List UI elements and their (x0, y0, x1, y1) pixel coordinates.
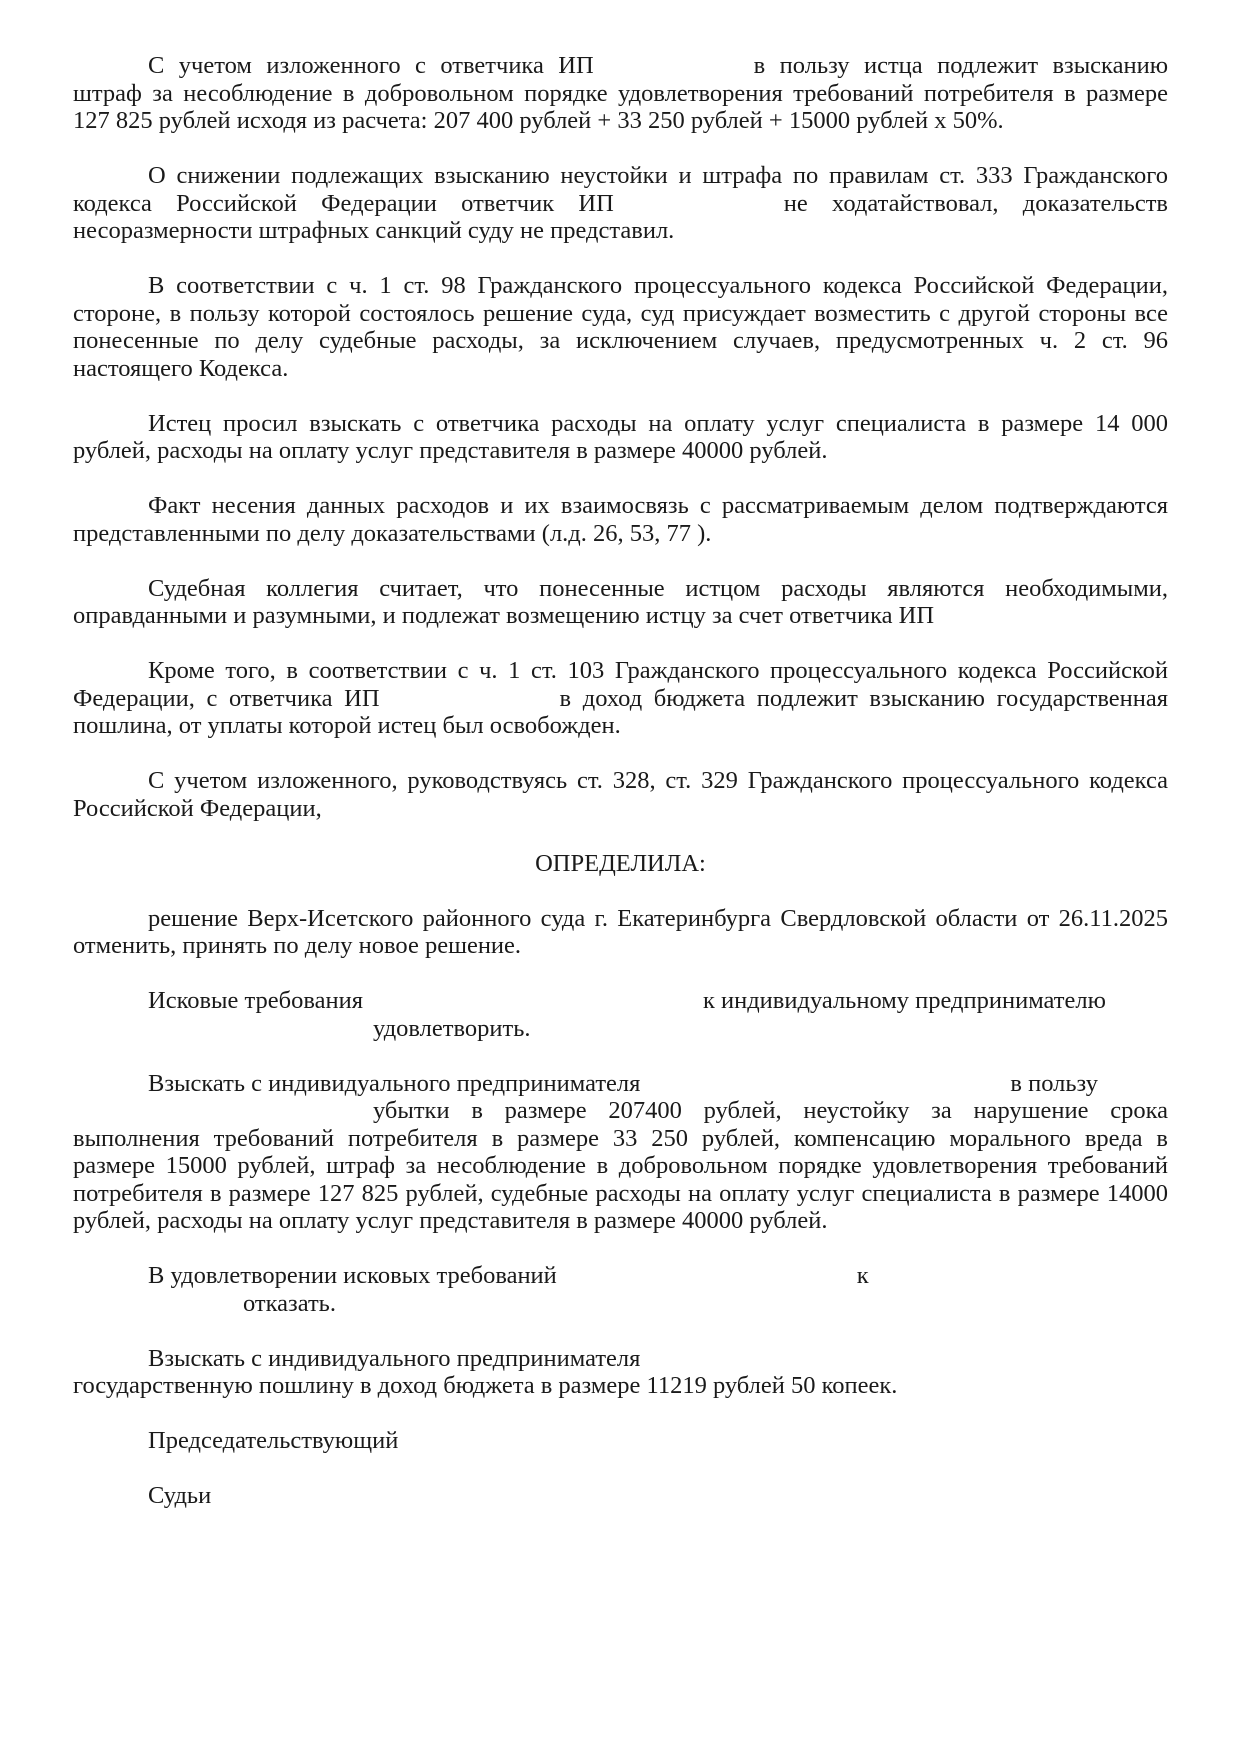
paragraph-recover-duty (73, 1345, 1168, 1400)
paragraph-penalty-reduction (73, 162, 1168, 245)
paragraph-expenses-proof: Факт несения данных расходов и их взаимосвязь с рассматриваемым делом подтверждаются представленными по делу доказательствами (л.д. 26, 53, 77 ). (73, 492, 1168, 547)
document-body (73, 52, 1168, 1537)
p1-part-a: С учетом изложенного с ответчика ИП (148, 52, 594, 79)
p11-part-a: Взыскать с индивидуального предпринимателя (148, 1069, 641, 1097)
paragraph-fine (73, 52, 1168, 135)
p10-part-b: к индивидуальному предпринимателю (702, 987, 1106, 1014)
paragraph-article-98: В соответствии с ч. 1 ст. 98 Гражданского процессуального кодекса Российской Федерации, стороне, в пользу которой состоялось решение суда, суд присуждает возместить с другой стороны все понесенные по делу судебные расходы, за исключением случаев, предусмотренных ч. 2 ст. 96 настоящего Кодекса. (73, 272, 1168, 382)
p12-part-c: отказать. (243, 1289, 336, 1317)
judges-label: Судьи (148, 1482, 212, 1509)
p11-part-c: убытки в размере 207400 рублей, неустойку за нарушение срока выполнения требований потребителя в размере 33 250 рублей, компенсацию морального вреда в размере 15000 рублей, штраф за несоблюдение в добровольном порядке удовлетворения требований потребителя в размере 127 825 рублей, судебные расходы на оплату услуг специалиста в размере 14000 рублей, расходы на оплату услуг представителя в размере 40000 рублей. (73, 1097, 1168, 1234)
p13-part-b: государственную пошлину в доход бюджета в размере 11219 рублей 50 копеек. (73, 1372, 898, 1399)
p2-part-b: не ходатайствовал, доказательств несоразмерности штрафных санкций суду не представил. (73, 189, 1168, 244)
p11-part-b: в пользу (1010, 1069, 1098, 1097)
ruling-heading: ОПРЕДЕЛИЛА: (535, 849, 706, 877)
paragraph-expenses-reasonable: Судебная коллегия считает, что понесенные истцом расходы являются необходимыми, оправданными и разумными, и подлежат возмещению истцу за счет ответчика ИП (73, 574, 1168, 629)
presiding-judge-label: Председательствующий (148, 1427, 399, 1454)
paragraph-state-duty (73, 657, 1168, 740)
p10-part-a: Исковые требования (148, 987, 363, 1014)
p1-part-b: в пользу истца (753, 52, 923, 79)
paragraph-guided-by: С учетом изложенного, руководствуясь ст. 328, ст. 329 Гражданского процессуального кодекса Российской Федерации, (73, 767, 1168, 822)
paragraph-decision-overturned: решение Верх-Исетского районного суда г. Екатеринбурга Свердловской области от 26.11.2025 отменить, принять по делу новое решение. (73, 904, 1168, 959)
p7-part-a: Кроме того, в соответствии с ч. 1 ст. 103 Гражданского процессуального кодекса Российской Федерации, с ответчика ИП (73, 657, 1168, 712)
p13-part-a: Взыскать с индивидуального предпринимателя (148, 1344, 641, 1372)
paragraph-claims-denied (73, 1262, 1168, 1317)
p7-part-b: в доход бюджета подлежит взысканию государственная пошлина, от уплаты которой истец был освобожден. (73, 684, 1168, 739)
paragraph-claims-satisfied (73, 987, 1168, 1042)
paragraph-expenses-claim: Истец просил взыскать с ответчика расходы на оплату услуг специалиста в размере 14 000 рублей, расходы на оплату услуг представителя в размере 40000 рублей. (73, 409, 1168, 464)
paragraph-recover-amounts (73, 1070, 1168, 1235)
p2-part-a: О снижении подлежащих взысканию неустойки и штрафа по правилам ст. 333 Гражданского кодекса Российской Федерации ответчик ИП (73, 162, 1168, 217)
p1-part-c: подлежит взысканию штраф за несоблюдение в добровольном порядке удовлетворения требований потребителя в размере 127 825 рублей исходя из расчета: 207 400 рублей + 33 250 рублей + 15000 рублей х 50%. (73, 52, 1168, 134)
p12-part-a: В удовлетворении исковых требований (148, 1262, 557, 1289)
p12-part-b: к (856, 1262, 869, 1289)
p10-part-c: удовлетворить. (373, 1014, 531, 1042)
